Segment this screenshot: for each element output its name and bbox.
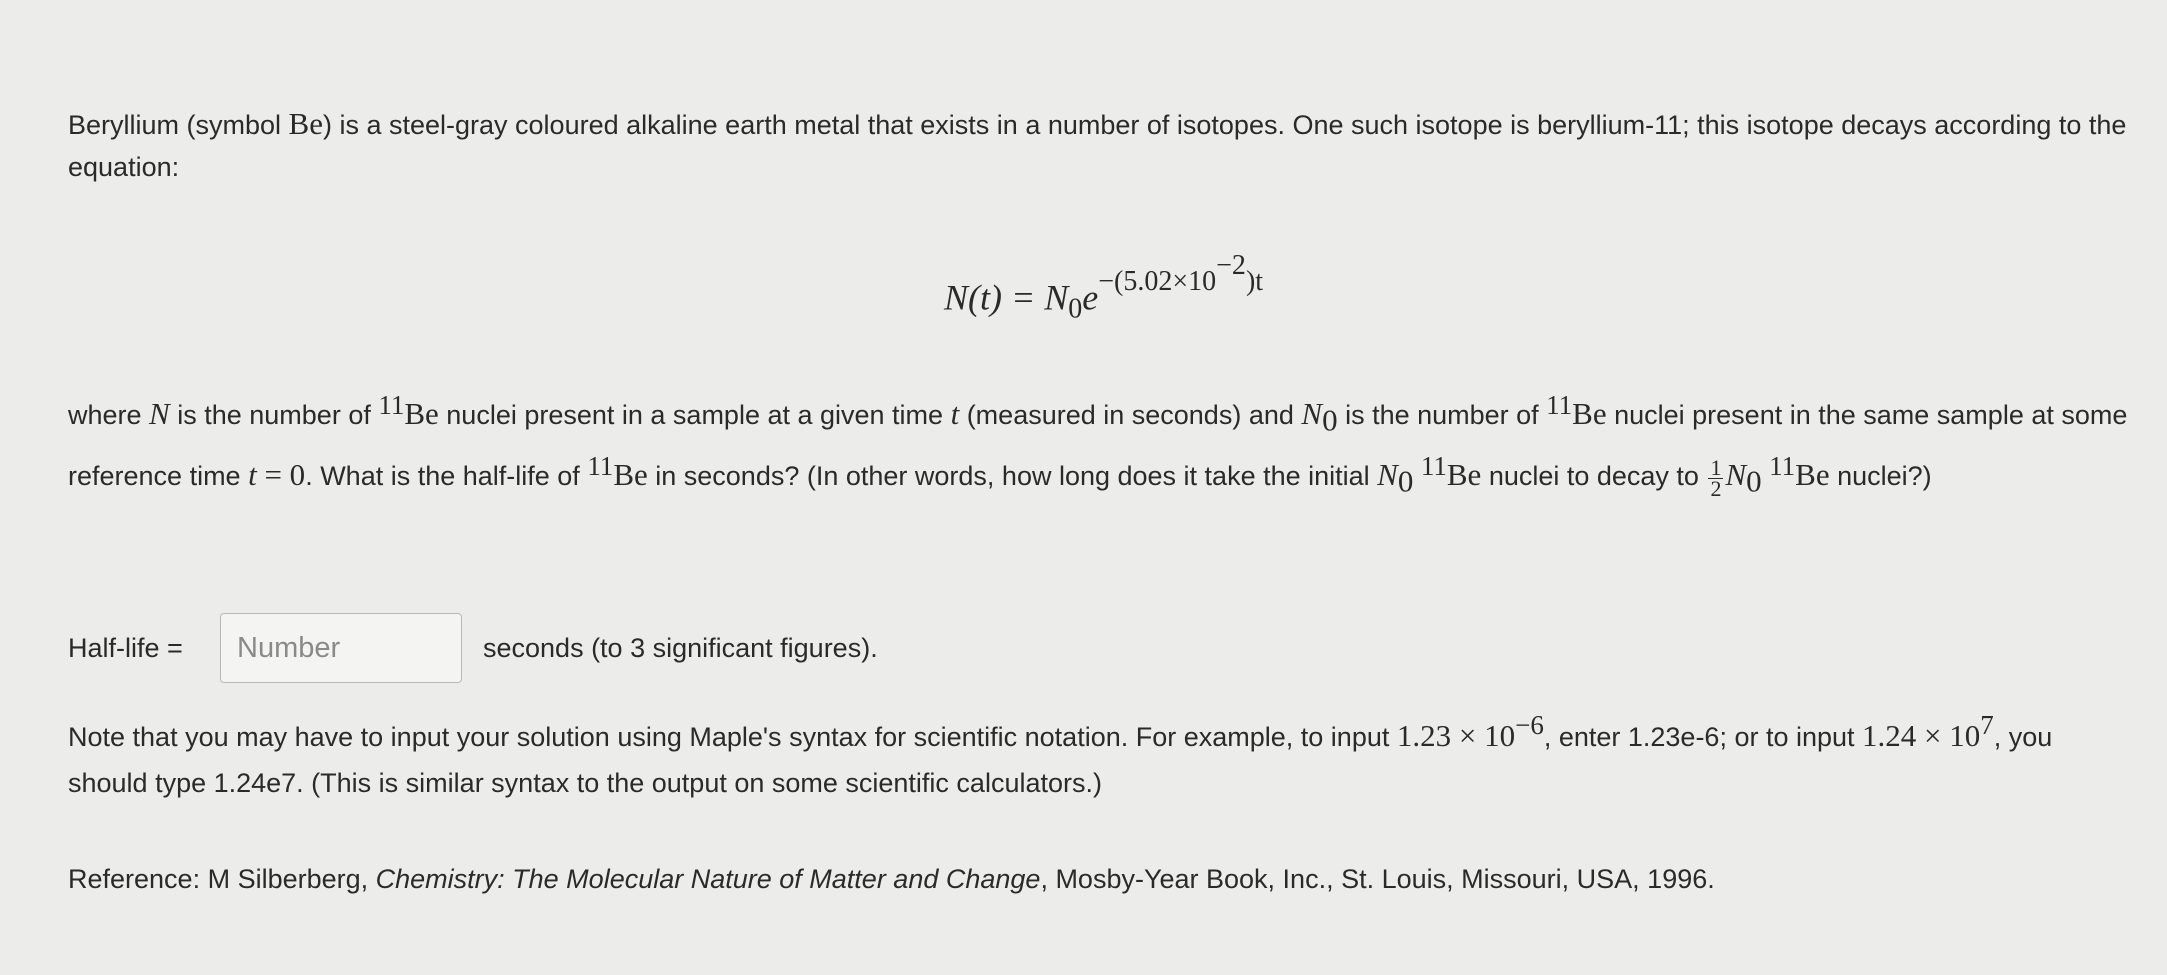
equation-exp-base: e [1082, 277, 1099, 318]
var-n0: N [1725, 457, 1747, 493]
equation-n0-subscript: 0 [1068, 293, 1083, 325]
var-n0: N [1301, 396, 1323, 431]
var-t: t [248, 457, 257, 493]
isotope-symbol: Be [1446, 457, 1482, 493]
var-t: t [950, 396, 960, 431]
half-life-label: Half-life = [68, 633, 183, 663]
isotope-mass: 11 [1420, 451, 1447, 482]
question-paragraph: where N is the number of $^{11}$Be nuclei present in a sample at a given time t (measured in seconds) and $N_0$ is the number of $^{11}$Be nuclei present in the same sample at some reference time t = 0. What is the half-life of $^{11}$Be in seconds? (In other words, how long does it take the initial $N_0$ $^{11}$Be nuclei to decay to $\frac{1}{2}$ $N_0$ $^{11}$Be nuclei?) [68, 390, 2128, 501]
isotope-mass: 11 [1546, 390, 1573, 420]
isotope-symbol: Be [404, 396, 439, 431]
example-scientific-2: $1.24 \times 10^7$ [1862, 710, 1994, 753]
reference-book-title: Chemistry: The Molecular Nature of Matter and Change [375, 864, 1041, 894]
intro-text: Beryllium (symbol [68, 110, 289, 140]
one-half-fraction: $\frac{1}{2}$ [1710, 454, 1722, 501]
half-life-input[interactable] [220, 613, 462, 683]
intro-text-cont: ) is a steel-gray coloured alkaline earth metal that exists in a number of isotopes. One such isotope is beryllium-11; this isotope decays according to the equation: [68, 110, 2127, 182]
note-paragraph: Note that you may have to input your solution using Maple's syntax for scientific notation. For example, to input $1.23 \times 10^{-6}$, enter 1.23e-6; or to input $1.24 \times 10^7$, you should type 1.24e7. (This is similar syntax to the output on some scientific calculators.) [68, 710, 2053, 798]
equation-exponent: −(5.02×10−2)t [1098, 250, 1264, 298]
intro-paragraph [68, 103, 2128, 188]
var-n: N [149, 396, 170, 431]
isotope-symbol: Be [1795, 457, 1830, 493]
decay-equation [0, 250, 2167, 326]
isotope-mass: 11 [1769, 451, 1796, 482]
isotope-symbol: Be [613, 457, 648, 493]
isotope-mass: 11 [587, 451, 614, 482]
var-n0: N [1377, 457, 1398, 493]
example-scientific-1: $1.23 \times 10^{-6}$ [1396, 710, 1544, 753]
equation-lhs: N(t) = N [943, 277, 1069, 318]
isotope-symbol: Be [1572, 396, 1607, 431]
reference-paragraph: Reference: M Silberberg, Chemistry: The Molecular Nature of Matter and Change, Mosby-Year Book, Inc., St. Louis, Missouri, USA, 1996. [68, 864, 1715, 894]
units-label: seconds (to 3 significant figures). [483, 633, 878, 663]
beryllium-symbol: Be [288, 106, 323, 141]
isotope-mass: 11 [378, 390, 405, 420]
